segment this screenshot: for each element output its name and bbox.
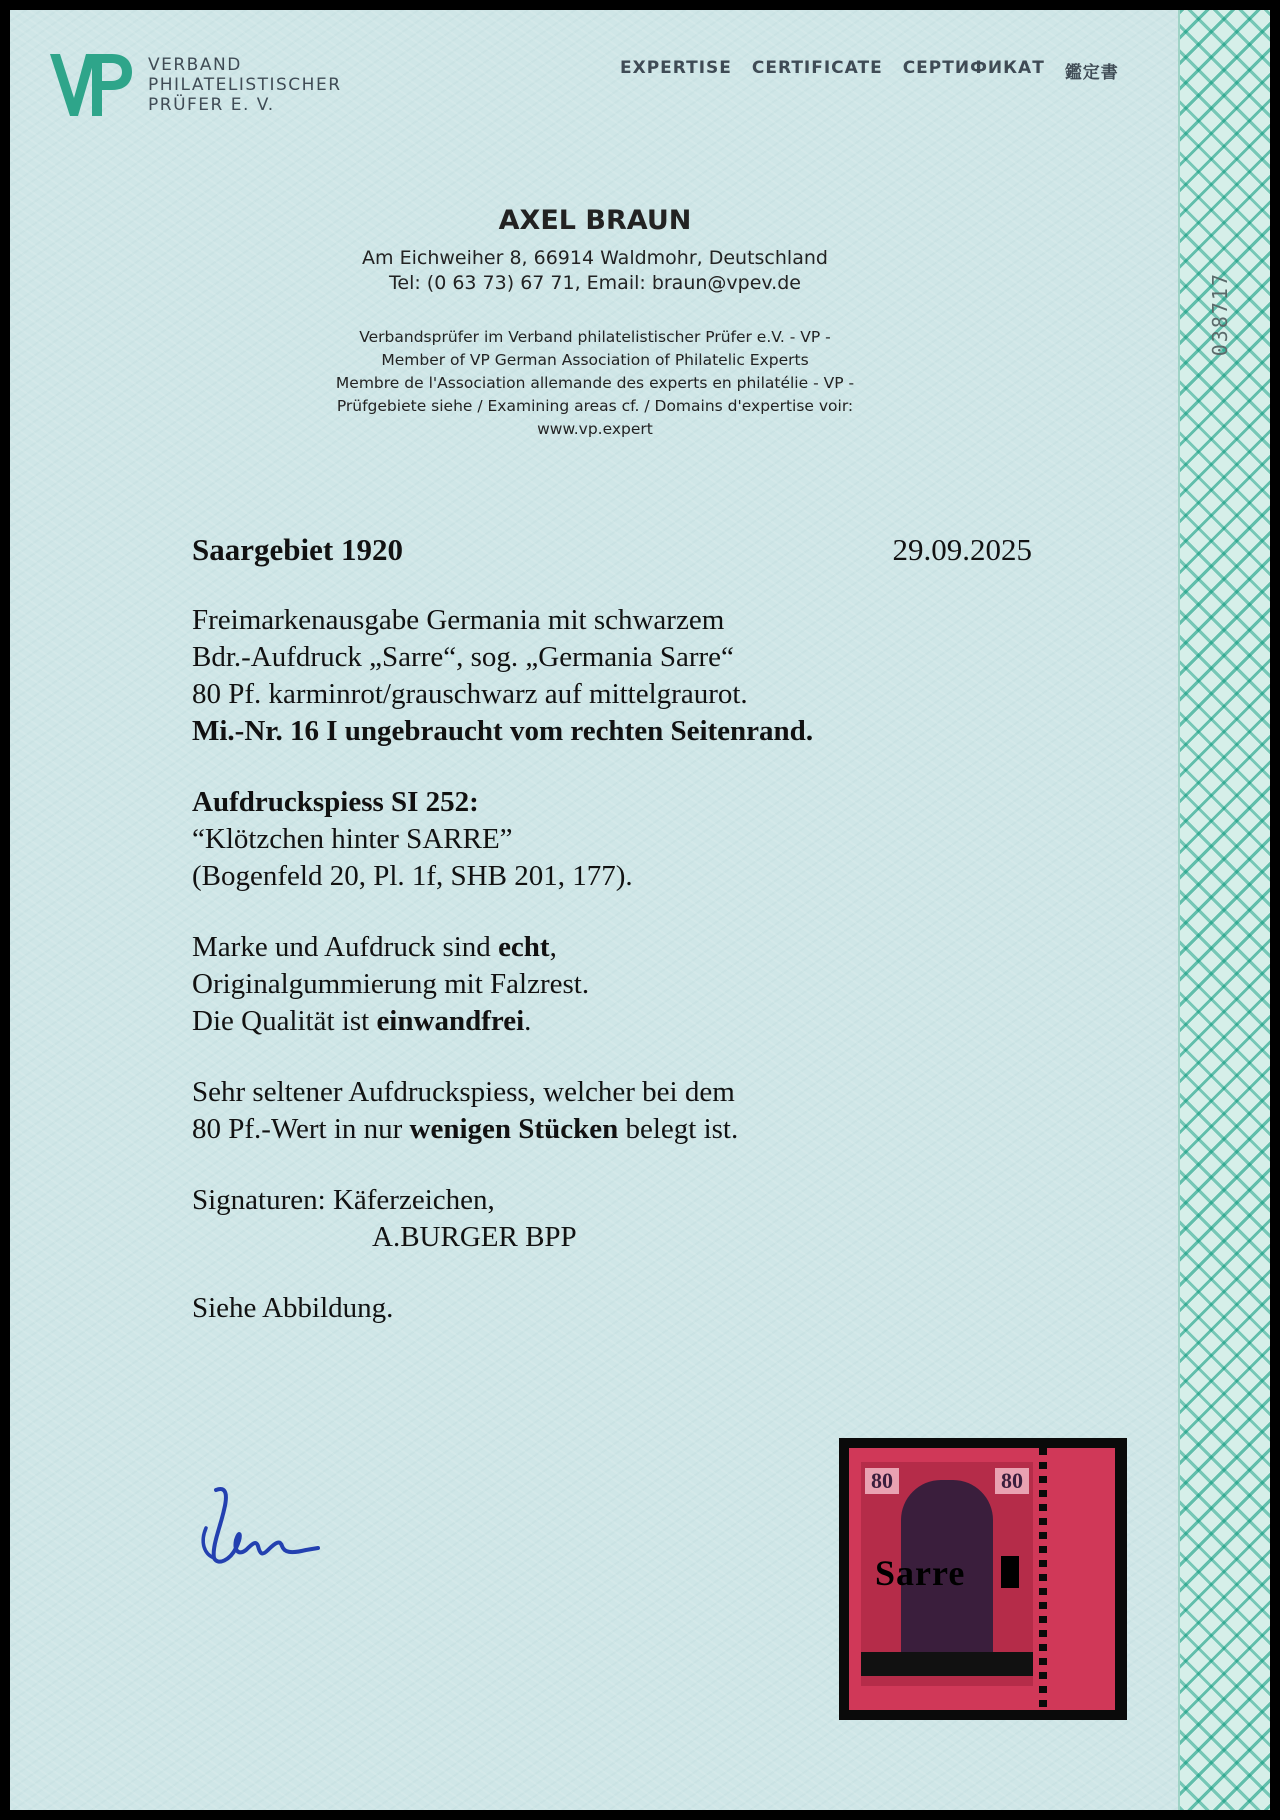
vp-logo-icon (48, 50, 134, 120)
label-certificate: CERTIFICATE (751, 58, 883, 78)
stamp-overprint: Sarre (875, 1553, 966, 1593)
certificate-date: 29.09.2025 (892, 532, 1032, 567)
stamp-perforation (1039, 1448, 1047, 1710)
overprint-block-variety (1001, 1556, 1019, 1588)
logo-line: PRÜFER E. V. (148, 95, 275, 115)
logo-line: VERBAND (148, 55, 242, 75)
expert-name: AXEL BRAUN (498, 205, 692, 236)
vp-logo (48, 50, 342, 120)
mi-nr-line: Mi.-Nr. 16 I ungebraucht vom rechten Seitenrand. (192, 715, 814, 747)
certificate-page (10, 10, 1270, 1810)
see-image-paragraph (192, 1290, 1032, 1327)
verdict-line: Die Qualität ist einwandfrei. (192, 1005, 532, 1037)
logo-text (148, 55, 342, 115)
certificate-title: Saargebiet 1920 (192, 532, 403, 567)
certificate-type-labels (620, 58, 1119, 83)
label-kanteisho: 鑑定書 (1064, 63, 1119, 83)
variety-line: “Klötzchen hinter SARRE” (192, 823, 513, 855)
logo-line: PHILATELISTISCHER (148, 75, 342, 95)
signatures-paragraph (192, 1182, 1032, 1256)
verdict-line: Marke und Aufdruck sind echt, (192, 931, 557, 963)
serial-number: 038717 (1208, 272, 1232, 357)
description-paragraph (192, 602, 1032, 750)
description-line: Bdr.-Aufdruck „Sarre“, sog. „Germania Sarre“ (192, 641, 734, 673)
variety-title: Aufdruckspiess SI 252: (192, 786, 479, 818)
stamp-value-right: 80 (995, 1468, 1029, 1494)
expert-signature (196, 1480, 326, 1570)
signatures-line: A.BURGER BPP (372, 1221, 577, 1253)
membership-line: Verbandsprüfer im Verband philatelistischer Prüfer e.V. - VP - (359, 328, 831, 346)
expert-address: Am Eichweiher 8, 66914 Waldmohr, Deutschland (362, 247, 828, 269)
stamp-design (861, 1462, 1033, 1686)
rarity-line: 80 Pf.-Wert in nur wenigen Stücken belegt ist. (192, 1113, 739, 1145)
label-expertise: EXPERTISE (620, 58, 732, 78)
membership-block (10, 326, 1180, 441)
expert-contact: Tel: (0 63 73) 67 71, Email: braun@vpev.de (389, 272, 801, 294)
rarity-paragraph (192, 1074, 1032, 1148)
expert-block (10, 205, 1180, 296)
verdict-line: Originalgummierung mit Falzrest. (192, 968, 590, 1000)
description-line: 80 Pf. karminrot/grauschwarz auf mittelgraurot. (192, 678, 748, 710)
membership-line: Member of VP German Association of Philatelic Experts (381, 351, 809, 369)
description-line: Freimarkenausgabe Germania mit schwarzem (192, 604, 725, 636)
stamp-image (839, 1438, 1127, 1720)
membership-line: www.vp.expert (537, 420, 653, 438)
signatures-line: Signaturen: Käferzeichen, (192, 1184, 495, 1216)
see-image-line: Siehe Abbildung. (192, 1292, 394, 1324)
variety-paragraph (192, 784, 1032, 895)
membership-line: Membre de l'Association allemande des experts en philatélie - VP - (335, 374, 855, 392)
certificate-body (192, 532, 1032, 1327)
stamp-value-left: 80 (865, 1468, 899, 1494)
rarity-line: Sehr seltener Aufdruckspiess, welcher bei dem (192, 1076, 735, 1108)
overprint-bar (861, 1652, 1033, 1676)
certificate-header (192, 532, 1032, 568)
label-sertifikat: СЕРТИФИКАТ (902, 58, 1045, 78)
variety-line: (Bogenfeld 20, Pl. 1f, SHB 201, 177). (192, 860, 633, 892)
membership-line: Prüfgebiete siehe / Examining areas cf. / Domains d'expertise voir: (336, 397, 854, 415)
verdict-paragraph (192, 929, 1032, 1040)
